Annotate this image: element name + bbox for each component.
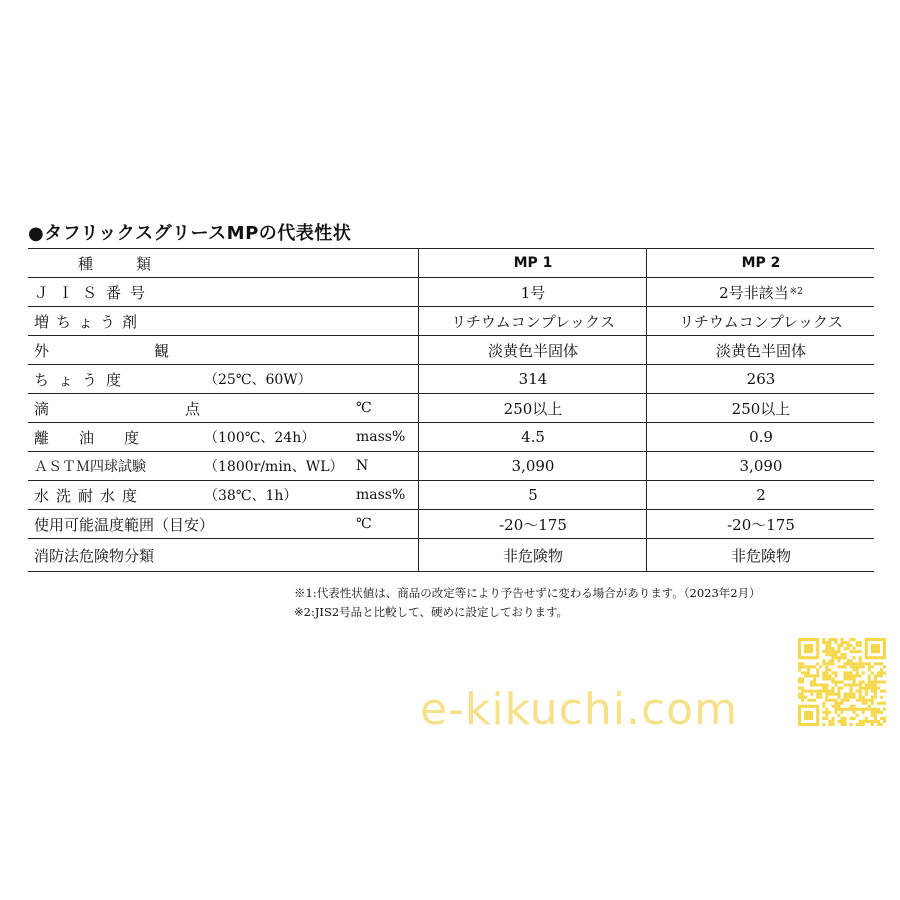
unit: ℃ xyxy=(356,516,372,532)
mp2-value: リチウムコンプレックス xyxy=(646,307,875,335)
table-row xyxy=(28,509,874,538)
unit: N xyxy=(356,458,369,474)
watermark-text: e-kikuchi.com xyxy=(420,684,738,735)
table-row xyxy=(28,451,874,480)
table-row xyxy=(28,364,874,393)
item-label: 消防法危険物分類 xyxy=(34,546,155,565)
mp1-value: -20～175 xyxy=(418,510,647,538)
item-label: ＡＳＴＭ四球試験 xyxy=(34,459,146,475)
table-row xyxy=(28,538,874,572)
condition: （100℃、24h） xyxy=(204,430,316,446)
table-row xyxy=(28,393,874,422)
mp1-value: 5 xyxy=(418,481,647,509)
unit: ℃ xyxy=(356,400,372,416)
mp2-value: 0.9 xyxy=(646,423,875,451)
unit: mass% xyxy=(356,429,406,445)
item-label: 使用可能温度範囲（目安） xyxy=(34,515,215,534)
mp1-value: リチウムコンプレックス xyxy=(418,307,647,335)
condition: （1800r/min、WL） xyxy=(204,459,344,475)
mp1-value: 淡黄色半固体 xyxy=(418,336,647,364)
item-label: 増ちょう剤 xyxy=(34,312,145,331)
qr-code-icon xyxy=(798,638,886,726)
header-item: 種 類 xyxy=(78,254,166,273)
unit: mass% xyxy=(356,487,406,503)
mp1-value: 非危険物 xyxy=(418,539,647,571)
footnote-1: ※1:代表性状値は、商品の改定等により予告せずに変わる場合があります。（2023年2月） xyxy=(294,586,761,600)
header-mp1: MP 1 xyxy=(418,249,647,277)
item-label: ちょう度 xyxy=(34,370,131,389)
mp1-value: 250以上 xyxy=(418,394,647,422)
item-label: 滴点 xyxy=(34,399,337,418)
mp2-value: 263 xyxy=(646,365,875,393)
condition: （25℃、60W） xyxy=(204,372,312,388)
table-row xyxy=(28,277,874,306)
footnote-ref: ※2 xyxy=(789,287,803,297)
mp1-value: 3,090 xyxy=(418,452,647,480)
mp1-value: 314 xyxy=(418,365,647,393)
mp1-value: 1号 xyxy=(418,278,647,306)
mp2-value: -20～175 xyxy=(646,510,875,538)
table-row xyxy=(28,422,874,451)
mp2-value: 3,090 xyxy=(646,452,875,480)
table-row xyxy=(28,335,874,364)
header-mp2: MP 2 xyxy=(646,249,875,277)
item-label: ＪＩＳ番号 xyxy=(34,283,155,302)
condition: （38℃、1h） xyxy=(204,488,298,504)
table-row xyxy=(28,306,874,335)
footnote-2: ※2:JIS2号品と比較して、硬めに設定しております。 xyxy=(294,605,569,619)
spec-table xyxy=(28,248,874,572)
item-label: 水洗耐水度 xyxy=(34,486,145,505)
page-title: ●タフリックスグリースMPの代表性状 xyxy=(28,223,352,244)
item-label: 離油度 xyxy=(34,428,170,447)
mp2-value: 2 xyxy=(646,481,875,509)
mp1-value: 4.5 xyxy=(418,423,647,451)
mp2-value xyxy=(646,278,875,306)
mp2-value: 非危険物 xyxy=(646,539,875,571)
table-row xyxy=(28,480,874,509)
mp2-value: 250以上 xyxy=(646,394,875,422)
mp2-value-text: 2号非該当 xyxy=(719,283,789,302)
footnotes xyxy=(294,584,761,622)
item-label: 外観 xyxy=(34,341,275,360)
table-header-row xyxy=(28,248,874,277)
mp2-value: 淡黄色半固体 xyxy=(646,336,875,364)
